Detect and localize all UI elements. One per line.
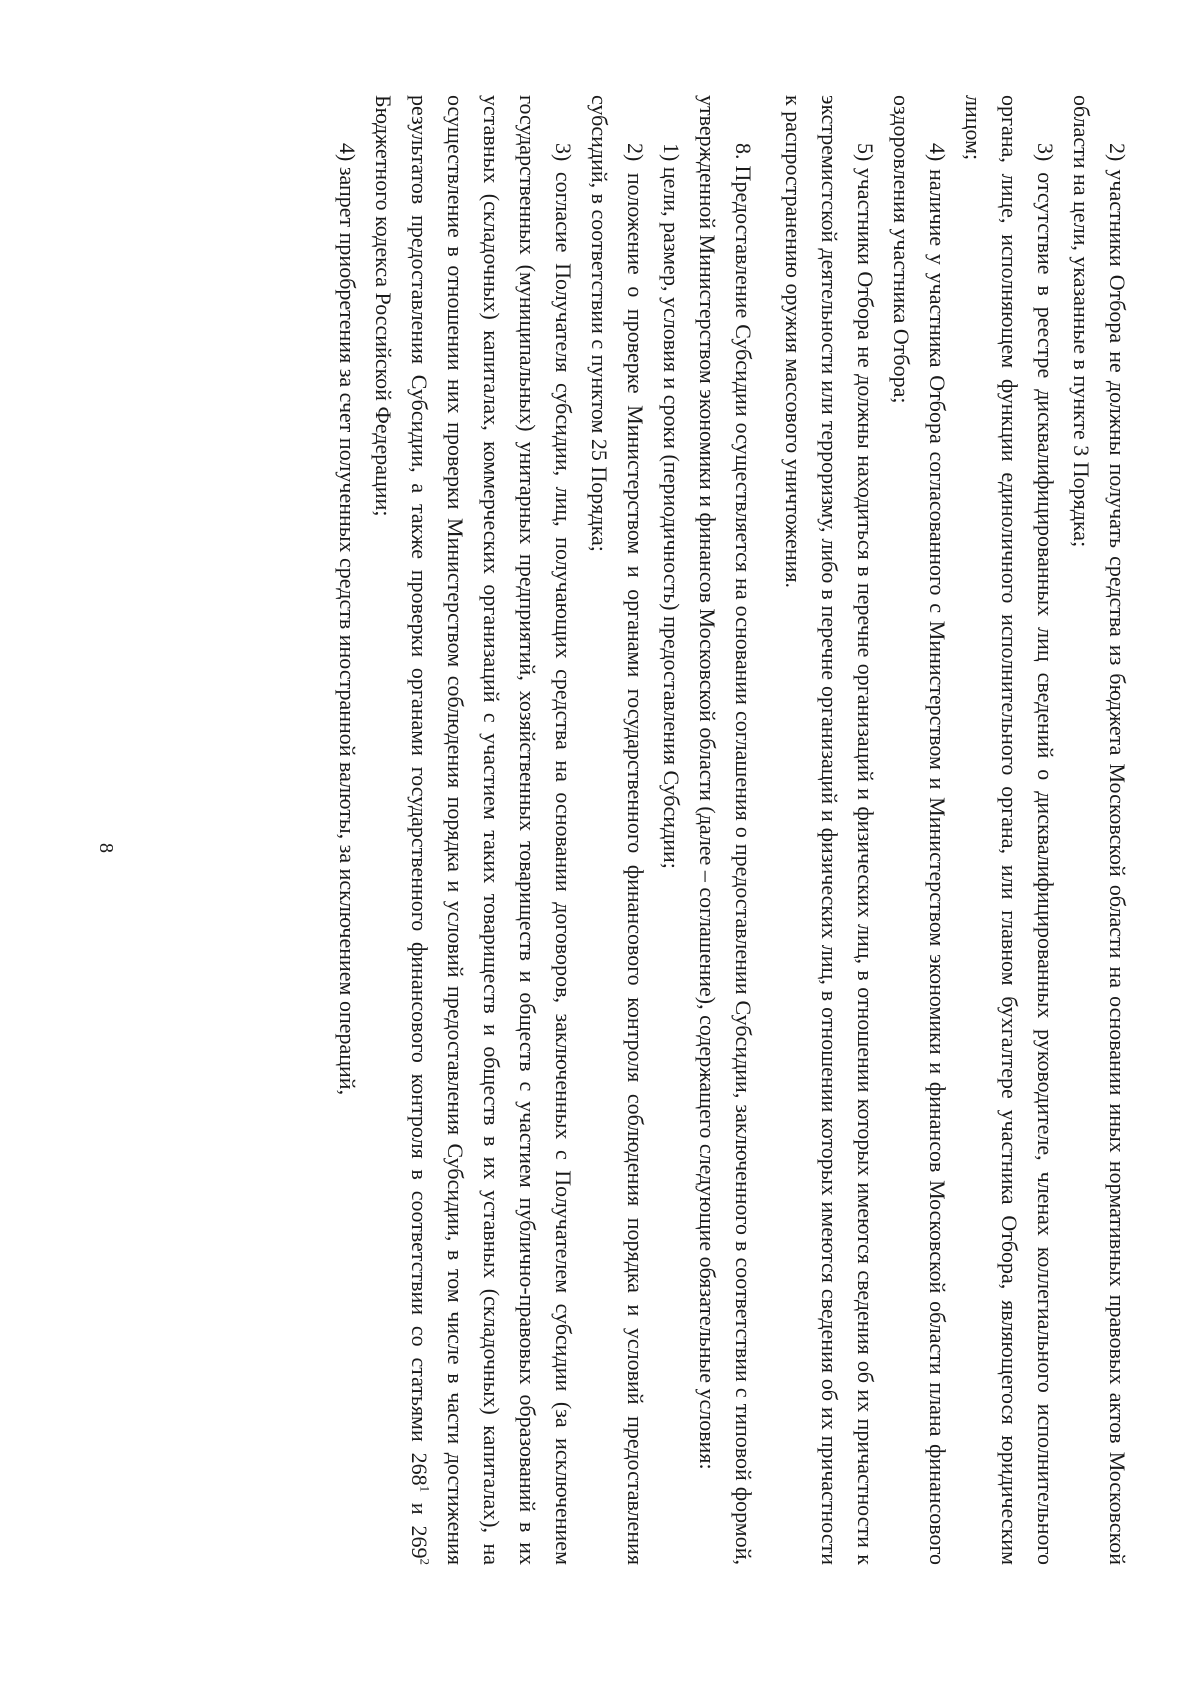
condition-3-text-end: Бюджетного кодекса Российской Федерации; bbox=[371, 95, 396, 517]
paragraph-item-5: 5) участники Отбора не должны находиться в перечне организаций и физических лиц, в отношении которых имеются сведения об их причастности к экстремистской деятельности или терроризму, либо в перечне организаций и физических лиц, в отношении которых имеются сведения об их причастности к распространению оружия массового уничтожения. bbox=[781, 95, 878, 1565]
paragraph-item-3: 3) отсутствие в реестре дисквалифицированных лиц сведений о дисквалифицированных руководителе, членах коллегиального исполнительного органа, лице, исполняющем функции единоличного исполнительного органа, или главном бухгалтере участника Отбора, являющегося юридическим лицом; bbox=[961, 95, 1058, 1565]
paragraph-item-2: 2) участники Отбора не должны получать средства из бюджета Московской области на основании иных нормативных правовых актов Московской области на цели, указанные в пункте 3 Порядка; bbox=[1069, 95, 1130, 1565]
condition-3-text: 3) согласие Получателя субсидии, лиц, получающих средства на основании договоров, заключенных с Получателем субсидии (за исключением государственных (муниципальных) унитарных предприятий, хозяйственных товариществ и обществ с участием публично-правовых образований в их уставных (складочных) капиталах, коммерческих организаций с участием таких товариществ и обществ в их уставных (складочных) капиталах), на осуществление в отношении них проверки Министерством соблюдения порядка и условий предоставления Субсидии, в том числе в части достижения результатов предоставления Субсидии, а также проверки органами государственного финансового контроля в соответствии со статьями 268 bbox=[407, 95, 576, 1565]
paragraph-condition-4: 4) запрет приобретения за счет полученных средств иностранной валюты, за исключением операций, bbox=[335, 143, 360, 1096]
superscript-1: 1 bbox=[417, 1485, 433, 1493]
superscript-2: 2 bbox=[417, 1558, 433, 1565]
condition-3-text-middle: и 269 bbox=[407, 1492, 432, 1559]
rotated-page-content bbox=[185, 95, 1135, 1565]
paragraph-condition-3 bbox=[365, 95, 581, 1565]
paragraph-section-8: 8. Предоставление Субсидии осуществляется на основании соглашения о предоставлении Субсидии, заключенного в соответствии с типовой формой, утвержденной Министерством экономики и финансов Московской области (далее – соглашение), содержащего следующие обязательные условия: bbox=[695, 95, 756, 1565]
paragraph-condition-2: 2) положение о проверке Министерством и органами государственного финансового контроля соблюдения порядка и условий предоставления субсидий, в соответствии с пунктом 25 Порядка; bbox=[587, 95, 648, 1565]
document-body bbox=[329, 95, 1135, 1565]
paragraph-condition-1: 1) цели, размер, условия и сроки (периодичность) предоставления Субсидии; bbox=[659, 143, 684, 869]
paragraph-item-4: 4) наличие у участника Отбора согласованного с Министерством и Министерством экономики и финансов Московской области плана финансового оздоровления участника Отбора; bbox=[889, 95, 950, 1565]
page-number: 8 bbox=[95, 843, 117, 853]
